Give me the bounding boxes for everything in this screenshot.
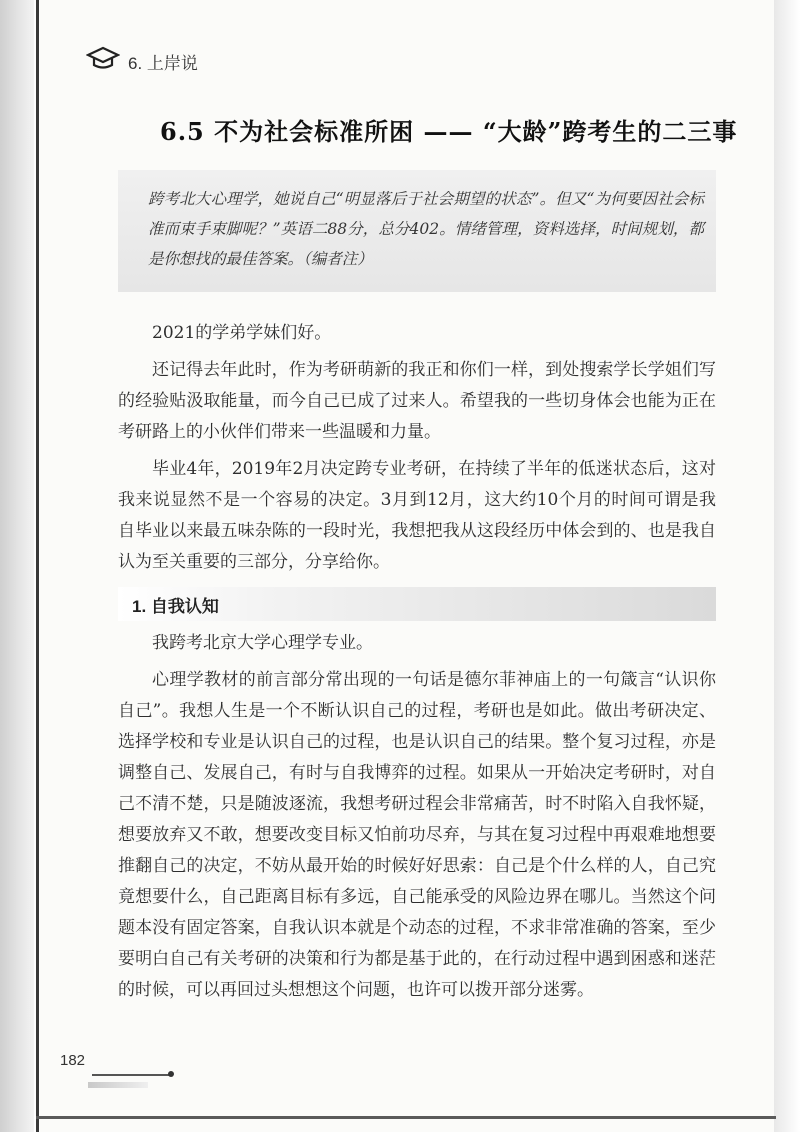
- intro-paragraph: 还记得去年此时，作为考研萌新的我正和你们一样，到处搜索学长学姐们写的经验贴汲取能量，而今自己已成了过来人。希望我的一些切身体会也能为正在考研路上的小伙伴们带来一些温暖和力量。: [118, 360, 716, 442]
- section1-paragraph: 心理学教材的前言部分常出现的一句话是德尔菲神庙上的一句箴言“认识你自己”。我想人生是一个不断认识自己的过程，考研也是如此。做出考研决定、选择学校和专业是认识自己的过程，也是认识自己的结果。整个复习过程，亦是调整自己、发展自己，有时与自我博弈的过程。如果从一开始决定考研时，对自己不清不楚，只是随波逐流，我想考研过程会非常痛苦，时不时陷入自我怀疑，想要放弃又不敢，想要改变目标又怕前功尽弃，与其在复习过程中再艰难地想要推翻自己的决定，不妨从最开始的时候好好思索：自己是个什么样的人，自己究竟想要什么，自己距离目标有多远，自己能承受的风险边界在哪儿。当然这个问题本没有固定答案，自我认识本就是个动态的过程，不求非常准确的答案，至少要明白自己有关考研的决策和行为都是基于此的，在行动过程中遇到困惑和迷茫的时候，可以再回过头想想这个问题，也许可以拨开部分迷雾。: [118, 670, 716, 1000]
- section-title: 6.5 不为社会标准所困 —— “大龄”跨考生的二三事: [160, 117, 738, 146]
- footer-shade: [88, 1082, 148, 1088]
- section1-text: [118, 628, 716, 1012]
- section-heading-bar: [118, 587, 716, 621]
- editor-note: 跨考北大心理学，她说自己“明显落后于社会期望的状态”。但又“为何要因社会标准而束手束脚呢？”英语二88分，总分402。情绪管理，资料选择，时间规划，都是你想找的最佳答案。（编者注）: [148, 190, 704, 268]
- intro-text: [118, 318, 716, 584]
- intro-paragraph: 毕业4年，2019年2月决定跨专业考研，在持续了半年的低迷状态后，这对我来说显然不是一个容易的决定。3月到12月，这大约10个月的时间可谓是我自毕业以来最五味杂陈的一段时光，我想把我从这段经历中体会到的、也是我自认为至关重要的三部分，分享给你。: [118, 459, 716, 572]
- page-binding-edge: [36, 0, 39, 1132]
- section-heading: 1. 自我认知: [132, 597, 219, 616]
- page-number: 182: [60, 1052, 86, 1069]
- scan-right-margin: [774, 0, 800, 1132]
- scan-left-margin: [0, 0, 34, 1132]
- footer-rule: [92, 1074, 172, 1076]
- chapter-header: [86, 46, 198, 77]
- footer-dot: [168, 1071, 174, 1077]
- graduation-cap-icon: [86, 46, 120, 77]
- intro-paragraph: 2021的学弟学妹们好。: [152, 323, 332, 343]
- page-bottom-edge: [36, 1116, 776, 1119]
- chapter-label: 6. 上岸说: [128, 54, 198, 73]
- editor-note-box: [118, 170, 716, 292]
- section1-paragraph: 我跨考北京大学心理学专业。: [152, 633, 373, 653]
